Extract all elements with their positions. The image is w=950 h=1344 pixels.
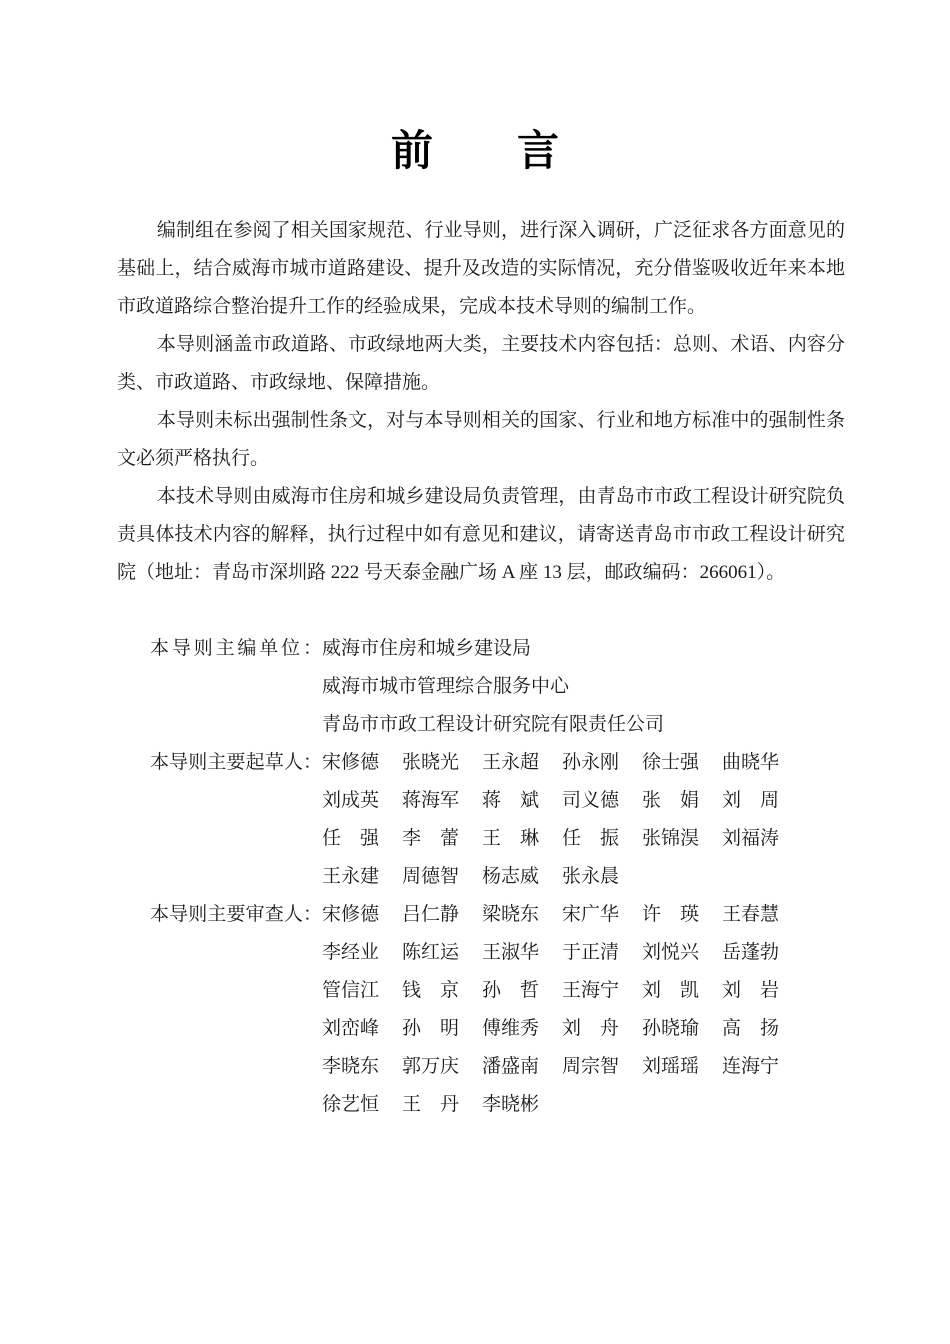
person-name: 潘盛南 <box>482 1056 540 1077</box>
editors-row <box>150 630 845 668</box>
organization-name: 威海市城市管理综合服务中心 <box>322 676 570 697</box>
drafters-row <box>150 744 845 782</box>
credits-section <box>150 630 845 1124</box>
person-name: 张 娟 <box>642 790 700 811</box>
editors-label: 本导则主编单位： <box>150 638 322 659</box>
person-name: 周德智 <box>402 866 460 887</box>
person-name: 孙晓瑜 <box>642 1018 700 1039</box>
person-name: 刘成英 <box>322 790 380 811</box>
person-name: 杨志威 <box>482 866 540 887</box>
reviewers-row <box>150 972 845 1010</box>
person-name: 蒋 斌 <box>482 790 540 811</box>
person-name: 孙 明 <box>402 1018 460 1039</box>
person-name: 宋修德 <box>322 752 380 773</box>
reviewers-row <box>150 896 845 934</box>
person-name: 任 强 <box>322 828 380 849</box>
person-name: 陈红运 <box>402 942 460 963</box>
person-name: 许 瑛 <box>642 904 700 925</box>
person-name: 李 蕾 <box>402 828 460 849</box>
person-name: 曲晓华 <box>722 752 780 773</box>
person-name: 管信江 <box>322 980 380 1001</box>
person-name: 王淑华 <box>482 942 540 963</box>
person-name: 周宗智 <box>562 1056 620 1077</box>
paragraph: 本导则涵盖市政道路、市政绿地两大类，主要技术内容包括：总则、术语、内容分类、市政道路、市政绿地、保障措施。 <box>117 334 845 393</box>
person-name: 李经业 <box>322 942 380 963</box>
person-name: 孙永刚 <box>562 752 620 773</box>
person-name: 王 丹 <box>402 1094 460 1115</box>
person-name: 刘福涛 <box>722 828 780 849</box>
person-name: 刘峦峰 <box>322 1018 380 1039</box>
person-name: 刘 岩 <box>722 980 780 1001</box>
person-name: 吕仁静 <box>402 904 460 925</box>
drafters-row <box>150 782 845 820</box>
page-title: 前 言 <box>390 127 559 174</box>
editors-row <box>150 668 845 706</box>
person-name: 王海宁 <box>562 980 620 1001</box>
person-name: 梁晓东 <box>482 904 540 925</box>
person-name: 李晓彬 <box>482 1094 540 1115</box>
reviewers-row <box>150 1086 845 1124</box>
person-name: 王春慧 <box>722 904 780 925</box>
reviewers-row <box>150 1048 845 1086</box>
reviewers-label: 本导则主要审查人： <box>150 904 322 925</box>
person-name: 蒋海军 <box>402 790 460 811</box>
person-name: 孙 哲 <box>482 980 540 1001</box>
drafters-label: 本导则主要起草人： <box>150 752 322 773</box>
organization-name: 青岛市市政工程设计研究院有限责任公司 <box>322 714 665 735</box>
person-name: 高 扬 <box>722 1018 780 1039</box>
person-name: 王永超 <box>482 752 540 773</box>
person-name: 李晓东 <box>322 1056 380 1077</box>
organization-name: 威海市住房和城乡建设局 <box>322 638 532 659</box>
person-name: 郭万庆 <box>402 1056 460 1077</box>
person-name: 司义德 <box>562 790 620 811</box>
person-name: 岳蓬勃 <box>722 942 780 963</box>
reviewers-row <box>150 934 845 972</box>
person-name: 刘瑶瑶 <box>642 1056 700 1077</box>
person-name: 徐艺恒 <box>322 1094 380 1115</box>
editors-row <box>150 706 845 744</box>
drafters-row <box>150 820 845 858</box>
person-name: 钱 京 <box>402 980 460 1001</box>
paragraph: 本导则未标出强制性条文，对与本导则相关的国家、行业和地方标准中的强制性条文必须严格执行。 <box>117 410 845 469</box>
document-body <box>117 212 845 1124</box>
person-name: 王 琳 <box>482 828 540 849</box>
person-name: 刘 凯 <box>642 980 700 1001</box>
person-name: 宋修德 <box>322 904 380 925</box>
person-name: 刘 舟 <box>562 1018 620 1039</box>
person-name: 徐士强 <box>642 752 700 773</box>
person-name: 于正清 <box>562 942 620 963</box>
person-name: 张晓光 <box>402 752 460 773</box>
person-name: 张锦淏 <box>642 828 700 849</box>
drafters-row <box>150 858 845 896</box>
paragraph: 本技术导则由威海市住房和城乡建设局负责管理，由青岛市市政工程设计研究院负责具体技术内容的解释，执行过程中如有意见和建议，请寄送青岛市市政工程设计研究院（地址：青岛市深圳路 222 号天泰金融广场 A 座 13 层，邮政编码：266061）。 <box>117 486 845 583</box>
person-name: 傅维秀 <box>482 1018 540 1039</box>
person-name: 王永建 <box>322 866 380 887</box>
paragraph: 编制组在参阅了相关国家规范、行业导则，进行深入调研，广泛征求各方面意见的基础上，结合威海市城市道路建设、提升及改造的实际情况，充分借鉴吸收近年来本地市政道路综合整治提升工作的经验成果，完成本技术导则的编制工作。 <box>117 220 845 317</box>
reviewers-row <box>150 1010 845 1048</box>
person-name: 任 振 <box>562 828 620 849</box>
person-name: 连海宁 <box>722 1056 780 1077</box>
person-name: 刘悦兴 <box>642 942 700 963</box>
person-name: 张永晨 <box>562 866 620 887</box>
person-name: 宋广华 <box>562 904 620 925</box>
person-name: 刘 周 <box>722 790 780 811</box>
